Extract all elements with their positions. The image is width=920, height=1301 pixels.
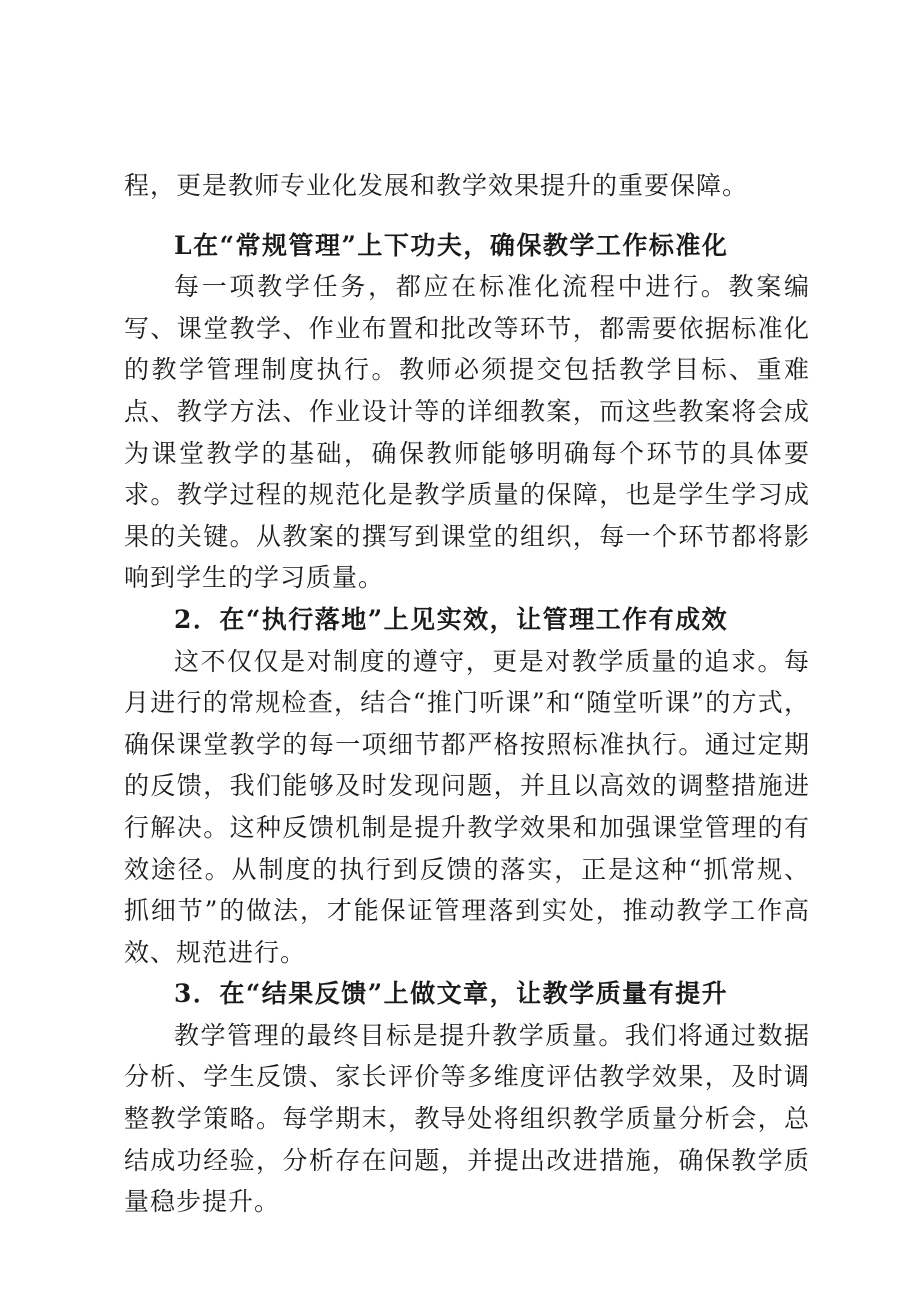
- opening-line: [124, 165, 810, 207]
- section-2-body-text: 这不仅仅是对制度的遵守，更是对教学质量的追求。每月进行的常规检查，结合“推门听课”和“随堂听课”的方式，确保课堂教学的每一项细节都严格按照标准执行。通过定期的反馈，我们能够及时发现问题，并且以高效的调整措施进行解决。这种反馈机制是提升教学效果和加强课堂管理的有效途径。从制度的执行到反馈的落实，正是这种“抓常规、抓细节”的做法，才能保证管理落到实处，推动教学工作高效、规范进行。: [124, 646, 810, 967]
- section-1-body: [124, 266, 810, 599]
- section-2-body: [124, 641, 810, 974]
- section-3-heading: 3．在“结果反馈”上做文章，让教学质量有提升: [174, 979, 729, 1009]
- document-body: [124, 165, 810, 1223]
- section-1-heading: L在“常规管理”上下功夫，确保教学工作标准化: [174, 230, 729, 260]
- section-3-body-text: 教学管理的最终目标是提升教学质量。我们将通过数据分析、学生反馈、家长评价等多维度评估教学效果，及时调整教学策略。每学期末，教导处将组织教学质量分析会，总结成功经验，分析存在问题，并提出改进措施，确保教学质量稳步提升。: [124, 1020, 810, 1217]
- section-1-body-text: 每一项教学任务，都应在标准化流程中进行。教案编写、课堂教学、作业布置和批改等环节，都需要依据标准化的教学管理制度执行。教师必须提交包括教学目标、重难点、教学方法、作业设计等的详细教案，而这些教案将会成为课堂教学的基础，确保教师能够明确每个环节的具体要求。教学过程的规范化是教学质量的保障，也是学生学习成果的关键。从教案的撰写到课堂的组织，每一个环节都将影响到学生的学习质量。: [124, 272, 810, 593]
- opening-line-text: 程，更是教师专业化发展和教学效果提升的重要保障。: [124, 171, 749, 200]
- section-3-body: [124, 1015, 810, 1223]
- section-2-heading: 2．在“执行落地”上见实效，让管理工作有成效: [174, 604, 729, 634]
